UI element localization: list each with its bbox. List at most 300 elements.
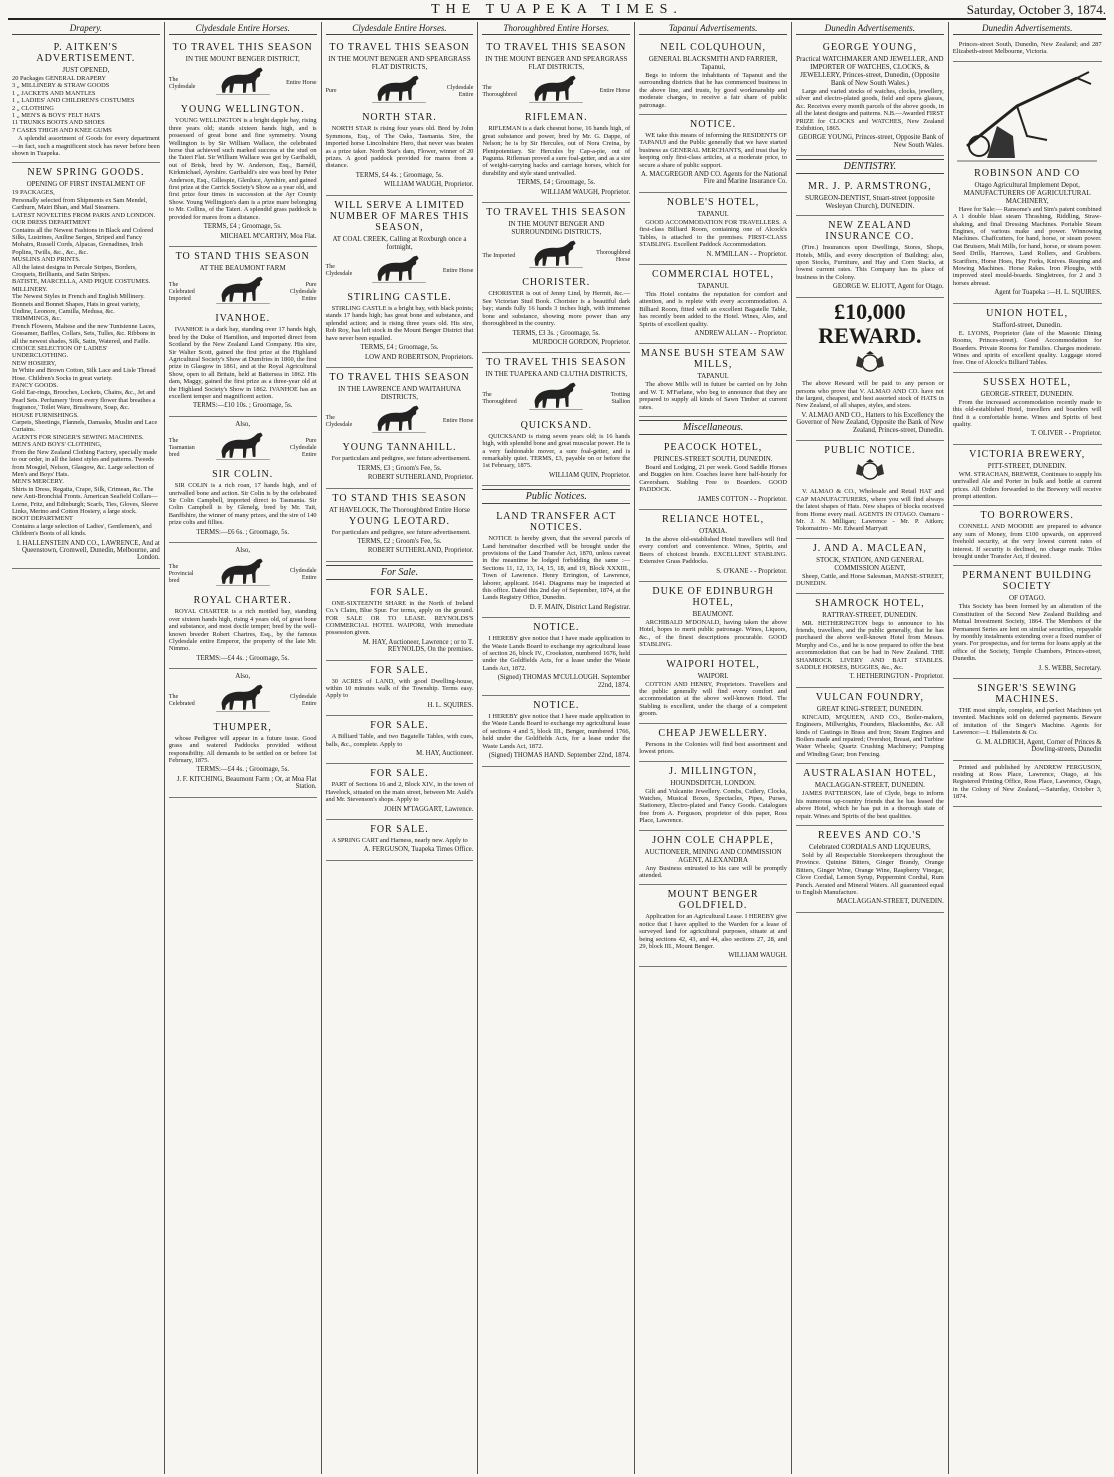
horse-icon: [372, 73, 426, 110]
advertisement: [326, 368, 474, 489]
ad-title: WILL SERVE A LIMITED NUMBER OF MARES THIS SEASON,: [329, 199, 470, 233]
ad-signature: A. FERGUSON, Tuapeka Times Office.: [363, 846, 474, 854]
ad-terms: TERMS:—£6 6s. ; Groomage, 5s.: [196, 528, 290, 536]
horse-illustration-icon: [372, 73, 426, 107]
ad-subtitle: STOCK, STATION, AND GENERAL COMMISSION AGENT,: [816, 555, 924, 572]
ad-signature: WILLIAM WAUGH.: [728, 952, 787, 960]
ad-title: JOHN COLE CHAPPLE,: [652, 834, 774, 846]
ad-subtitle: BEAUMONT.: [692, 610, 734, 619]
advertisement: [639, 655, 787, 724]
horse-breed-right: Entire Horse: [599, 88, 631, 95]
horse-name: ROYAL CHARTER.: [193, 595, 292, 607]
horse-breed-right: Entire Horse: [286, 80, 317, 87]
horse-illustration-icon: [216, 274, 270, 308]
ad-body: CONNELL AND MOODIE are prepared to advance any sum of Money, from £100 upwards, on approved freehold security, at the very lowest current rates of interest. If security is declined, no charge made. Titles brought under Transfer Act, if desired.: [952, 523, 1102, 560]
ad-subtitle: IN THE MOUNT BENGER AND SURROUNDING DISTRICTS,: [508, 220, 605, 237]
ad-title: NOTICE.: [533, 700, 580, 712]
horse-breed-left: The Celebrated: [168, 693, 195, 707]
advertisement: [12, 163, 160, 568]
advertisement: [796, 594, 944, 688]
ad-subtitle: SURGEON-DENTIST, Stuart-street (opposite Wesleyan Church), DUNEDIN.: [805, 194, 935, 211]
ad-signature: T. HETHERINGTON - Proprietor.: [849, 673, 944, 681]
ad-terms: TERMS, £4 ; Groomage, 5s.: [517, 179, 596, 187]
horse-icon: [216, 65, 270, 102]
advertisement: [639, 438, 787, 510]
advertisement: [639, 885, 787, 966]
ad-body: Begs to inform the inhabitants of Tapanui and the surrounding districts that he has commenced business in the above line, and trusts, by good workmanship and moderate charges, to receive a fair share of public patronage.: [639, 72, 787, 109]
ad-body: ROYAL CHARTER is a rich mottled bay, standing over sixteen hands high, rising 4 years old, of great bone and substance, and most docile temper; bred by the well-known breeder Robert Chartres, Esq., by the famous Clydesdale entire Emperor, the property of the late Mr. Nimmo.: [168, 608, 317, 653]
horse-breed-left: The Thoroughbred: [482, 84, 517, 98]
ad-signature: JOHN M'TAGGART, Lawrence.: [384, 805, 474, 813]
column-7: [949, 22, 1106, 1474]
ad-line: NEW HOSIERY,: [12, 359, 57, 367]
ad-line: BOOT DEPARTMENT: [12, 515, 73, 523]
ad-line: TRIMMINGS, &c.: [12, 315, 62, 323]
ad-terms: TERMS, £4 4s. ; Groomage, 5s.: [355, 171, 444, 179]
ad-signature: LOW AND ROBERTSON, Proprietors.: [364, 353, 474, 361]
advertisement: [639, 831, 787, 886]
horse-breed-right: Entire Horse: [442, 418, 474, 425]
ad-signature: M. HAY, Auctioneer.: [416, 750, 474, 758]
horse-name: SIR COLIN.: [212, 469, 274, 481]
section-header: DENTISTRY.: [796, 159, 944, 174]
ad-body: (Fire.) Insurances upon Dwellings, Stores, Shops, Hotels, Mills, and every description of Building; also, upon Stocks, Furniture, and Hay and Corn Stacks, at lowest current rates. This Company has its place of business in the Colony.: [795, 244, 944, 281]
plough-illustration: [953, 66, 1102, 166]
horse-illustration-icon: [529, 380, 583, 414]
ad-body: Princes-street South, Dunedin, New Zealand; and 287 Elizabeth-street Melbourne, Victoria.: [952, 41, 1102, 56]
ad-body: WE take this means of informing the RESIDENTS OF TAPANUI and the Public generally that we have started business as GENERAL MERCHANTS, and trust that by keeping only first-class articles, at a moderate price, to secure a share of public support.: [639, 132, 787, 169]
ad-subtitle: AUCTIONEER, MINING AND COMMISSION AGENT, ALEXANDRA: [644, 847, 782, 864]
horse-icon: [216, 556, 270, 593]
horse-breed-right: Clydesdale Entire: [289, 693, 317, 707]
horse-icon: [529, 380, 583, 417]
royal-crest: [796, 458, 944, 486]
advertisement: [169, 543, 317, 669]
section-header: Miscellaneous.: [639, 420, 787, 435]
horse-breed-right: Pure Clydesdale Entire: [289, 437, 317, 458]
ad-title: COMMERCIAL HOTEL,: [651, 268, 775, 280]
ad-signature: A. MACGREGOR AND CO. Agents for the National Fire and Marine Insurance Co.: [641, 171, 787, 186]
advertisement: [639, 762, 787, 831]
ad-body: Any Business entrusted to his care will be promptly attended.: [639, 864, 787, 879]
ad-signature: GEORGE W. ELIOTT, Agent for Otago.: [832, 283, 944, 291]
ad-title: TO TRAVEL THIS SEASON: [486, 42, 627, 53]
ad-body: JAMES PATTERSON, late of Clyde, begs to inform his numerous up-country friends that he has leased the above Hotel, which he has put in a thorough state of repair. Wines and Spirits of the best qualities.: [795, 790, 944, 820]
ad-signature: T. OLIVER - - Proprietor.: [1031, 430, 1102, 438]
ad-body: NOTICE is hereby given, that the several parcels of Land hereinafter described will be brought under the provisions of the Land Transfer Act, 1870, unless caveat in the meantime be lodged forbidding the same :— Sections 11, 12, 13, 14, 15, 18, and 19, Block XXXIII., Town of Lawrence. Henry Errington, of Lawrence, laborer, applicant. 1641. Diagrams may be inspected at this office. Dated this 2nd day of September, 1874, at the Lands Registry Office, Dunedin.: [482, 535, 631, 602]
advertisement: [326, 583, 474, 661]
ad-title: DUKE OF EDINBURGH HOTEL,: [652, 586, 774, 609]
ad-subtitle: OTAKIA.: [699, 527, 728, 535]
ad-title: TO TRAVEL THIS SEASON: [172, 42, 313, 53]
advertisement: [796, 216, 944, 297]
ad-signature: V. ALMAO AND CO., Hatters to his Excellency the Governor of New Zealand, Opposite the Bank of New Zealand, Princes-street, Dunedin.: [796, 411, 944, 434]
advertisement: [169, 417, 317, 543]
ad-body: From the increased accommodation recently made to this old-established Hotel, travellers and boarders will find it a comfortable home. Wines and Spirits of best quality.: [952, 398, 1102, 428]
ad-subtitle: GREAT KING-STREET, DUNEDIN.: [816, 704, 924, 713]
ad-body: I HEREBY give notice that I have made application to the Waste Lands Board to exchange my agricultural lease of sections 4 and 5, block III., Benger, numbered 1766, held under the Goldfields Acts, for a lease under the Waste Lands Act, 1872.: [482, 713, 631, 750]
column-header: Thoroughbred Entire Horses.: [482, 22, 630, 35]
ad-subtitle: TAPANUI.: [697, 209, 729, 218]
ad-title: J. AND A. MACLEAN,: [812, 542, 927, 554]
ad-title: J. MILLINGTON,: [669, 765, 758, 777]
ad-signature: D. F. MAIN, District Land Registrar.: [529, 603, 631, 611]
ad-body: ARCHIBALD M'DONALD, having taken the above Hotel, hopes to merit public patronage. Wines, Liquors, &c., of the finest descriptions procurable. GOOD STABLING.: [639, 619, 787, 649]
ad-subtitle: PITT-STREET, DUNEDIN.: [987, 461, 1067, 470]
horse-icon: [372, 403, 426, 440]
advertisement: [953, 373, 1102, 445]
ad-subtitle: Stafford-street, Dunedin.: [992, 320, 1063, 329]
ad-body: Printed and published by ANDREW FERGUSON, residing at Ross Place, Lawrence, Otago, at his Registered Printing Office, Ross Place, Lawrence, Otago, in the Colony of New Zealand,—Saturday, October 3, 1874.: [952, 763, 1102, 801]
advertisement: [953, 761, 1102, 807]
ad-title: VICTORIA BREWERY,: [969, 448, 1086, 460]
ad-subtitle: RATTRAY-STREET, DUNEDIN.: [822, 610, 918, 619]
ad-line: 1 „ MEN'S & BOYS' FELT HATS: [12, 112, 101, 120]
ad-body: Gilt and Vulcanite Jewellery. Combs, Cutlery, Clocks, Watches, Musical Boxes, Spectacles, Pipes, Purses, Stationery, Electro-plated and Fancy Goods. Catalogues free from A. Ferguson, proprietor of this paper, Ross Place, Lawrence.: [639, 787, 787, 825]
column-1: [8, 22, 165, 1474]
ad-line: AGENTS FOR SINGER'S SEWING MACHINES.: [12, 433, 144, 441]
ad-title: PUBLIC NOTICE.: [824, 444, 916, 456]
royal-crest-icon: [850, 350, 890, 376]
ad-subtitle: IN THE TUAPEKA AND CLUTHA DISTRICTS,: [485, 370, 628, 379]
ad-signature: GEORGE YOUNG, Princes-street, Opposite Bank of New South Wales.: [798, 134, 944, 149]
horse-illustration-icon: [372, 403, 426, 437]
advertisement: [639, 724, 787, 762]
ad-line: MUSLINS AND PRINTS.: [12, 256, 81, 264]
ad-body: For particulars and pedigree, see future advertisement.: [331, 455, 471, 463]
ad-body: Board and Lodging, 21 per week. Good Saddle Horses and Buggies on hire. Coaches leave here half-hourly for Caversham. Stabling Free to Boarders. GOOD PADDOCK.: [639, 463, 787, 494]
advertisement: [326, 661, 474, 717]
ad-title: FOR SALE.: [370, 824, 429, 836]
ad-line: MEN'S AND BOYS' CLOTHING,: [12, 441, 102, 449]
ad-body: STIRLING CASTLE is a bright bay, with black points; stands 17 hands high; has great bone and substance, and splendid action; and is rising three years old. His sire, Rob Roy, has left stock in the Mount Benger District that have never been equalled.: [325, 305, 474, 342]
ad-line: Contains all the Newest Fashions in Black and Colored Silks, Lustrines, Aniline Serges, Striped and Fancy Mohairs, Russell Cords, Alpacas, Grenadines, Irish Poplins, Twills, &c., &c., &c.: [12, 226, 154, 256]
ad-title: PEACOCK HOTEL,: [663, 441, 763, 453]
ad-terms: TERMS, £4 ; Groomage, 5s.: [360, 344, 439, 352]
ad-line: HOUSE FURNISHINGS.: [12, 411, 79, 419]
ad-body: The above Mills will in future be carried on by John and W. T. M'Farlane, who beg to announce that they are prepared to supply all kinds of Sawn Timber at current rates.: [639, 381, 787, 411]
horse-name: THUMPER,: [213, 721, 272, 733]
ad-line: 19 PACKAGES,: [12, 189, 55, 197]
ad-subtitle: IN THE MOUNT BENGER AND SPEARGRASS FLAT DISTRICTS,: [328, 55, 471, 71]
ad-line: MILLINERY.: [12, 285, 48, 293]
ad-body: SIR COLIN is a rich roan, 17 hands high, and of unrivalled bone and action. Sir Colin is by the celebrated Sir Colin Campbell, imported direct to Tasmania. Sir Colin Campbell is by Glenelg, bred by Mr. Tait, Banffshire, the winner of many prizes, and the sire of 140 prize colts and fillies.: [168, 482, 317, 527]
ad-signature: (Signed) THOMAS M'CULLOUGH. September 22nd, 1874.: [497, 674, 631, 689]
advertisement: [953, 38, 1102, 62]
ad-line: French Flowers, Maltese and the new Tunisienne Laces, Gossamer, Baffles, Collars, Sets, Tulles, &c. Ribbons in all the newest shades, Silk, Satin, Watered, and Faille.: [12, 322, 156, 345]
ad-subtitle: Also,: [235, 546, 251, 555]
ad-body: For particulars and pedigree, see future advertisement.: [331, 528, 471, 536]
ad-subtitle: PRINCES-STREET SOUTH, DUNEDIN.: [653, 454, 773, 463]
ad-line: 20 Packages GENERAL DRAPERY: [12, 75, 107, 82]
horse-icon: [372, 253, 426, 290]
horse-breed-left: The Provincial bred: [168, 564, 194, 585]
horse-illustration-row: [326, 253, 474, 290]
column-header: Drapery.: [12, 22, 160, 35]
ad-body: WM. STRACHAN, BREWER, Continues to supply his unrivalled Ale and Porter in bulk and bottle at current prices. All Orders forwarded to the Brewery will receive prompt attention.: [952, 470, 1102, 500]
ad-signature: WILLIAM QUIN, Proprietor.: [549, 471, 631, 479]
advertisement: [796, 441, 944, 539]
horse-name: YOUNG WELLINGTON.: [180, 104, 305, 116]
ad-signature: (Signed) THOMAS HAND. September 22nd, 1874.: [488, 752, 631, 760]
ad-body: COTTON AND HENRY, Proprietors. Travellers and the public generally will find every comfort and accommodation at the above well-known Hotel. The Stabling is excellent, under the charge of a competent groom.: [639, 680, 787, 718]
ad-title: TO STAND THIS SEASON: [332, 492, 467, 504]
ad-signature: I. HALLENSTEIN AND CO., LAWRENCE, And at Queenstown, Cromwell, Dunedin, Melbourne, and London.: [16, 539, 160, 562]
horse-icon: [216, 430, 270, 467]
ad-title: FOR SALE.: [370, 768, 429, 780]
horse-illustration-row: [326, 73, 474, 110]
horse-breed-right: Thoroughbred Horse: [596, 249, 631, 263]
ad-title: MOUNT BENGER GOLDFIELD.: [667, 889, 759, 912]
ad-body: MR. HETHERINGTON begs to announce to his friends, travellers, and the public generally, that he has purchased the above well-known Hotel from Messrs. Murphy and Co., and he is now prepared to offer the best accommodation that can be had in New Zealand. THE SHAMROCK LIVERY AND BAIT STABLES. SADDLE HORSES, BUGGIES, &c., &c.: [795, 619, 944, 672]
advertisement: [953, 679, 1102, 760]
ad-title: P. AITKEN'S ADVERTISEMENT.: [36, 42, 136, 64]
ad-title: NEIL COLQUHOUN,: [660, 42, 766, 53]
advertisement: [953, 304, 1102, 373]
advertisement: [482, 38, 630, 203]
column-6: [792, 22, 949, 1474]
horse-name: STIRLING CASTLE.: [347, 292, 452, 304]
ad-body: Application for an Agricultural Lease. I HEREBY give notice that I have applied to the Warden for a lease of surveyed land for agricultural purposes, situate at and being sections 42, 43, and 44, also sections 27, 28, and 29, block III., Mount Benger.: [639, 913, 787, 950]
issue-date: Saturday, October 3, 1874.: [966, 2, 1106, 17]
ad-line: 2 „ CLOTHING: [12, 104, 54, 112]
newspaper-title: THE TUAPEKA TIMES.: [431, 2, 683, 17]
ad-signature: G. M. ALDRICH, Agent, Corner of Princes & Dowling-streets, Dunedin: [976, 738, 1102, 754]
ad-body: A splendid assortment of Goods for every department—in fact, such a magnificent stock has never before been shown in Tuapeka.: [12, 135, 160, 158]
ad-title: REEVES AND CO.'S: [818, 829, 922, 841]
advertisement: [326, 489, 474, 562]
ad-line: OUR DRESS DEPARTMENT: [12, 219, 91, 227]
advertisement: [796, 688, 944, 764]
ad-title: NOTICE.: [533, 622, 580, 634]
advertisement: [796, 539, 944, 594]
ad-signature: N. M'MILLAN - - Proprietor.: [706, 250, 787, 258]
ad-title: RELIANCE HOTEL,: [661, 514, 765, 525]
ad-title: NEW ZEALAND INSURANCE CO.: [825, 220, 915, 243]
advertisement: [482, 507, 630, 618]
ad-title: FOR SALE.: [370, 586, 429, 598]
ad-signature: ROBERT SUTHERLAND, Proprietor.: [367, 547, 474, 555]
ad-subtitle: Celebrated CORDIALS AND LIQUEURS,: [809, 842, 931, 851]
horse-icon: [216, 274, 270, 311]
horse-icon: [529, 238, 583, 275]
ad-subtitle: AT THE BEAUMONT FARM: [199, 263, 286, 272]
ad-title: NEW SPRING GOODS.: [27, 167, 145, 179]
ad-subtitle: Also,: [235, 419, 251, 428]
column-header: Clydesdale Entire Horses.: [169, 22, 317, 35]
advertisement: [482, 618, 630, 696]
horse-illustration-icon: [216, 430, 270, 464]
advertisement: [482, 353, 630, 486]
ad-body: QUICKSAND is rising seven years old; is 16 hands high, with splendid bone and great muscular power. He is a very fashionable mover, a sure foal-getter, and is remarkably quiet. TERMS, £3, payable on or before the 1st February, 1875.: [482, 432, 631, 470]
horse-breed-left: The Clydesdale: [325, 414, 353, 428]
ad-signature: S. O'KANE - - Proprietor.: [716, 567, 787, 575]
ad-body: THE most simple, complete, and perfect Machines yet invented. Machines sold on deferred payments. Beware of imitation of the Singer's Machine. Agents for Lawrence:—I. Hallenstein & Co.: [952, 707, 1102, 737]
horse-breed-left: The Clydesdale: [325, 264, 353, 278]
ad-title: MR. J. P. ARMSTRONG,: [808, 181, 932, 193]
ad-line: 1 „ JACKETS AND MANTLES: [12, 89, 96, 97]
ad-body: Persons in the Colonies will find best assortment and lowest prices.: [639, 740, 787, 756]
ad-body: CHORISTER is out of Jenny Lind, by Hermit, &c.—See Victorian Stud Book. Chorister is a beautiful dark bay; stands fully 16 hands 3 inches high, with immense bone and substance, showing more power than any thoroughbred in the country.: [482, 290, 631, 328]
horse-illustration-row: [169, 65, 317, 102]
ad-title: SINGER'S SEWING MACHINES.: [977, 683, 1078, 706]
ad-title: SHAMROCK HOTEL,: [815, 597, 925, 609]
advertisement: [639, 265, 787, 344]
ad-line: Carpets, Sheetings, Flannels, Damasks, Muslin and Lace Curtains.: [12, 419, 158, 434]
horse-breed-left: The Celebrated Imported: [168, 282, 195, 303]
ad-body: KINCAID, M'QUEEN, AND CO., Boiler-makers, Engineers, Millwrights, Founders, Blacksmiths, &c. All kinds of Castings in Brass and Iron; Steam Engines and Boilers made and repaired; Overshot, Breast, and Turbine Water Wheels; Quartz Crushing Machinery; Pumping and Winding Gear; Iron Fencing.: [795, 713, 944, 758]
horse-breed-left: The Imported: [482, 253, 516, 260]
ad-subtitle: JUST OPENED,: [62, 66, 110, 74]
ad-title: TO BORROWERS.: [980, 510, 1074, 522]
ad-signature: ANDREW ALLAN - - Proprietor.: [694, 329, 787, 337]
advertisement: [169, 247, 317, 417]
ad-line: 1 „ LADIES' AND CHILDREN'S COSTUMES: [12, 97, 135, 105]
ad-signature: M. HAY, Auctioneer, Lawrence ; or to T. REYNOLDS, On the premises.: [362, 638, 474, 654]
advertisement: [796, 177, 944, 216]
ad-line: The Newest Styles in French and English Millinery. Bonnets and Bonnet Shapes, Hats in great variety, Undine, Leonore, Camilla, Medusa, &c.: [12, 293, 145, 315]
ad-title: ROBINSON AND CO: [974, 167, 1081, 179]
column-4: [478, 22, 635, 1474]
advertisement: [326, 716, 474, 764]
ad-body: Have for Sale:— Ransome's and Sim's patent combined A 1 double blast steam Thrashing, Riddling, Straw-shaking, and final Dressing Machines. Portable Steam Engines, of various make and power. Winnowing Machines. Chaffcutters, for hand, horse, or steam power. Oat Bruisers, Malt Mills, for hand, horse, or steam power. Seed Drills, Harrows, Land Rollers, and Grubbers. Scarifiers, Horse Hoes, Hay Forks, Knives. Reaping and Mowing Machines. Horse Rakes. Iron Ploughs, with improved steel mould-boards. Singletrees, for 2 and 3 horses abreast.: [952, 205, 1102, 287]
horse-breed-right: Trotting Stallion: [610, 392, 631, 406]
ad-title: PERMANENT BUILDING SOCIETY: [962, 570, 1093, 593]
masthead: [8, 2, 1106, 20]
ad-body: whose Pedigree will appear in a future issue. Good grass and watered Paddocks provided without responsibility. All demands to be settled on or before 1st February, 1875.: [168, 734, 317, 764]
ad-terms: TERMS:—£4 4s. ; Groomage, 5s.: [196, 766, 290, 774]
ad-title: NOTICE.: [690, 119, 737, 131]
ad-body: V. ALMAO & CO., Wholesale and Retail HAT and CAP MANUFACTURERS, where you will find always the latest shapes of Hats. New shapes of blocks received from Home every mail. AGENTS IN OTAGO. Oamaru - Mr. J. N. Milligan; Lawrence - Mr. P. Aitken; Tokomairiro - Mr. Edward Marryatt: [795, 488, 944, 533]
ad-terms: TERMS, £3 3s. ; Groomage, 5s.: [512, 329, 600, 337]
section-header: For Sale.: [326, 565, 474, 580]
ad-signature: J. F. KITCHING, Beaumont Farm ; Or, at Moa Flat Station.: [176, 775, 317, 791]
ad-body: E. LYONS, Proprietor (late of the Masonic Dining Rooms, Princes-street). Good Accommodation for Boarders. Private Rooms for Families. Charges moderate. Wines and spirits of excellent quality. Luggage stored free. One of Alcock's Billiard Tables.: [952, 329, 1102, 367]
ad-body: A SPRING CART and Harness, nearly new. Apply to: [331, 837, 468, 845]
advertisement: [326, 196, 474, 368]
ad-body: RIFLEMAN is a dark chesnut horse, 16 hands high, of great substance and power, bred by Mr. G. Dappe, of Nelson; he is by Sir Hercules, out of Nora Creina, by Plenipotentiary. Sir Hercules by Cap-a-pie, out of Pagunta. Rifleman proved a sure foal-getter, and as a sire of weight-carrying hacks and carriage horses, which for durability and style stand unrivalled.: [482, 125, 631, 177]
horse-illustration-row: [169, 682, 317, 719]
ad-line: BATISTE, MARCELLA, AND PIQUE COSTUMES.: [12, 278, 151, 286]
advertisement: [639, 38, 787, 115]
ad-body: The above Reward will be paid to any person or persons who prove that V. ALMAO AND CO. have not the largest, cheapest, and best assorted stock of HATS in New Zealand, of all shapes, styles, and sizes.: [795, 380, 944, 410]
ad-title: TO TRAVEL THIS SEASON: [329, 42, 470, 53]
ad-line: 11 TRUNKS BOOTS AND SHOES: [12, 119, 105, 127]
ad-title: LAND TRANSFER ACT NOTICES.: [496, 511, 617, 534]
ad-line: FANCY GOODS.: [12, 382, 59, 390]
ad-signature: MICHAEL M'CARTHY, Moa Flat.: [220, 232, 317, 240]
ad-title: £10,000 REWARD.: [818, 298, 922, 348]
horse-illustration-row: [482, 380, 630, 417]
ad-subtitle: IN THE MOUNT BENGER DISTRICT,: [185, 55, 300, 63]
horse-icon: [529, 73, 583, 110]
ad-title: SUSSEX HOTEL,: [983, 376, 1072, 388]
ad-body: Sold by all Respectable Storekeepers throughout the Province. Quinine Bitters, Ginger Brandy, Orange Bitters, Ginger Wine, Orange Wine, Raspberry Vinegar, Clove Cordial, Lemon Syrup, Peppermint Cordial, Rum Punch. Aerated and Mineral Waters. All guaranteed equal to English Manufacture.: [795, 851, 944, 896]
advertisement: [639, 193, 787, 265]
ad-title: TO TRAVEL THIS SEASON: [486, 357, 627, 369]
ad-subtitle: AT HAVELOCK, The Thoroughbred Entire Horse: [328, 505, 470, 514]
column-header: Tapanui Advertisements.: [639, 22, 787, 35]
horse-illustration-row: [169, 430, 317, 467]
advertisement: [12, 38, 160, 163]
ad-line: In White and Brown Cotton, Silk Lace and Lisle Thread Hose. Children's Socks in great variety.: [12, 367, 156, 382]
advertisement: [639, 344, 787, 417]
horse-name: NORTH STAR.: [362, 112, 437, 124]
ad-line: Contains a large selection of Ladies', Gentlemen's, and Children's Boots of all kinds.: [12, 522, 152, 538]
ad-body: PART of Sections 16 and 2, Block XIV., in the town of Havelock, situated on the main street, between Mr. Auld's and Mr. Stevenson's shops. Apply to: [325, 781, 474, 804]
advertisement: [169, 669, 317, 797]
ad-body: In the above old-established Hotel travellers will find every comfort and convenience. Wines, Spirits, and Beers of choicest brands. EXCELLENT STABLING. Extensive Grass Paddocks.: [639, 536, 787, 566]
ad-subtitle: HOUNDSDITCH, LONDON.: [670, 778, 756, 787]
horse-icon: [216, 682, 270, 719]
ad-title: TO TRAVEL THIS SEASON: [329, 371, 470, 383]
ad-line: MEN'S MERCERY.: [12, 478, 64, 486]
ad-title: FOR SALE.: [370, 664, 429, 676]
horse-illustration-icon: [216, 556, 270, 590]
advertisement: [796, 298, 944, 441]
ad-terms: TERMS, £2 ; Groom's Fee, 5s.: [357, 537, 442, 545]
ad-subtitle: IN THE LAWRENCE AND WAITAHUNA DISTRICTS,: [337, 384, 462, 401]
advertisement: [796, 826, 944, 913]
ad-subtitle: Practical WATCHMAKER AND JEWELLER, AND IMPORTER OF WATCHES, CLOCKS, & JEWELLERY, Princes-street, Dunedin, (Opposite Bank of New South Wales.): [796, 55, 944, 87]
column-header: Dunedin Advertisements.: [953, 22, 1102, 35]
advertisement: [482, 696, 630, 766]
advertisement: [326, 820, 474, 861]
horse-illustration-icon: [216, 682, 270, 716]
column-3: [322, 22, 479, 1474]
advertisement: [326, 38, 474, 196]
ad-title: NOBLE'S HOTEL,: [666, 196, 760, 208]
horse-illustration-row: [169, 556, 317, 593]
ad-signature: Agent for Tuapeka :—H. L. SQUIRES.: [994, 289, 1102, 297]
royal-crest-icon: [850, 458, 890, 484]
ad-subtitle: OF OTAGO.: [1008, 594, 1046, 603]
ad-body: IVANHOE is a dark bay, standing over 17 hands high, bred by the Duke of Hamilton, and imported direct from Scotland by the New Zealand Land Company. His sire, Sir Walter Scott, gained the first prize at the Highland Agricultural Society's Show at Dumfries in 1860, the first prize in Glasgow in 1861, and at the Royal Agricultural Show, open to all Britain, held at Battersea in 1862. His dam, Maggy, gained the first prize as a three-year old at the Highland Society's Show in 1862. IVANHOE has an excellent temper and magnificent action.: [168, 326, 317, 400]
ad-title: FOR SALE.: [370, 720, 429, 732]
ad-body: This Hotel contains the reputation for comfort and attention, and is replete with every accommodation. A Billiard Room, fitted with an excellent Bagatelle Table, has recently been added to the Hotel. Wines, Ales, and Spirits of excellent quality.: [639, 290, 787, 328]
ad-body: A Billiard Table, and two Bagatelle Tables, with cues, balls, &c., complete. Apply to: [325, 733, 474, 748]
ad-title: TO TRAVEL THIS SEASON: [486, 207, 627, 219]
ad-subtitle: AT COAL CREEK, Calling at Roxburgh once a fortnight,: [332, 234, 467, 251]
horse-breed-left: Pure: [325, 88, 337, 95]
ad-line: 7 CASES THIGH AND KNEE GUMS: [12, 126, 112, 134]
ad-line: Shirts in Dress, Regatta, Crape, Silk, Crimean, &c. The new Anti-Bronchial Fronts. American Seafield Collars—Lorne, Fritz, and Edinburgh; Scarfs, Ties, Gloves, Sleeve Links, Merino and Cotton Hosiery, a large stock.: [12, 485, 159, 515]
ad-signature: ROBERT SUTHERLAND, Proprietor.: [367, 474, 474, 482]
horse-breed-left: The Tasmanian bred: [168, 437, 195, 458]
ad-body: YOUNG WELLINGTON is a bright dapple bay, rising three years old; stands sixteen hands high, and is possessed of great bone and fine symmetry. Young Wellington is by Sir William Wallace, the celebrated horse that achieved such marked success at the stud on the Taieri Flat. Sir William Wallace was got by Garibaldi, out of Brisk, bred by W. Anderson, Esq., Barnéil, Kirkmichael, Ayrshire. Garibaldi's sire was bred by Peter Anderson, Esq., Gillespie, Glenluce, Ayrshire, and gained first prize at the Carrick Society's Show as a year old, and first prize four times in succession at the Ayr County Show. Young Wellington's dam is a prize mare belonging to Mr. Collins, of the Taieri. A splendid grass paddock is provided for mares from a distance.: [168, 117, 317, 221]
ad-line: All the latest designs in Percale Stripes, Borders, Croquets, Brilliants, and Satin Stripes.: [12, 263, 137, 278]
ad-subtitle: Also,: [235, 672, 251, 681]
ad-title: TO STAND THIS SEASON: [175, 250, 310, 262]
column-5: [635, 22, 792, 1474]
ad-title: AUSTRALASIAN HOTEL,: [803, 768, 937, 780]
ad-signature: WILLIAM WAUGH, Proprietor.: [384, 181, 474, 189]
ad-signature: MURDOCH GORDON, Proprietor.: [532, 338, 631, 346]
ad-line: Personally selected from Shipments ex Sam Mendel, Carthurn, Mairi Bhan, and Mail Steamers.: [12, 196, 148, 212]
ad-body: I HEREBY give notice that I have made application to the Waste Lands Board to exchange my agricultural lease of section 26, block IV., Crookston, numbered 1676, held under the Goldfields Acts, for a lease under the Waste Lands Act, 1872.: [482, 635, 631, 672]
horse-illustration-icon: [372, 253, 426, 287]
ad-subtitle: TAPANUI.: [697, 372, 729, 381]
horse-illustration-row: [482, 73, 630, 110]
ad-body: Sheep, Cattle, and Horse Salesman, MANSE-STREET, DUNEDIN.: [795, 572, 944, 588]
ad-subtitle: GEORGE-STREET, DUNEDIN.: [980, 389, 1074, 398]
advertisement: [796, 38, 944, 156]
horse-illustration-icon: [529, 238, 583, 272]
advertisement: [953, 445, 1102, 507]
horse-name: YOUNG LEOTARD.: [349, 515, 450, 527]
advertisement: [953, 62, 1102, 304]
ad-terms: TERMS:—£10 10s. ; Groomage, 5s.: [192, 402, 293, 410]
